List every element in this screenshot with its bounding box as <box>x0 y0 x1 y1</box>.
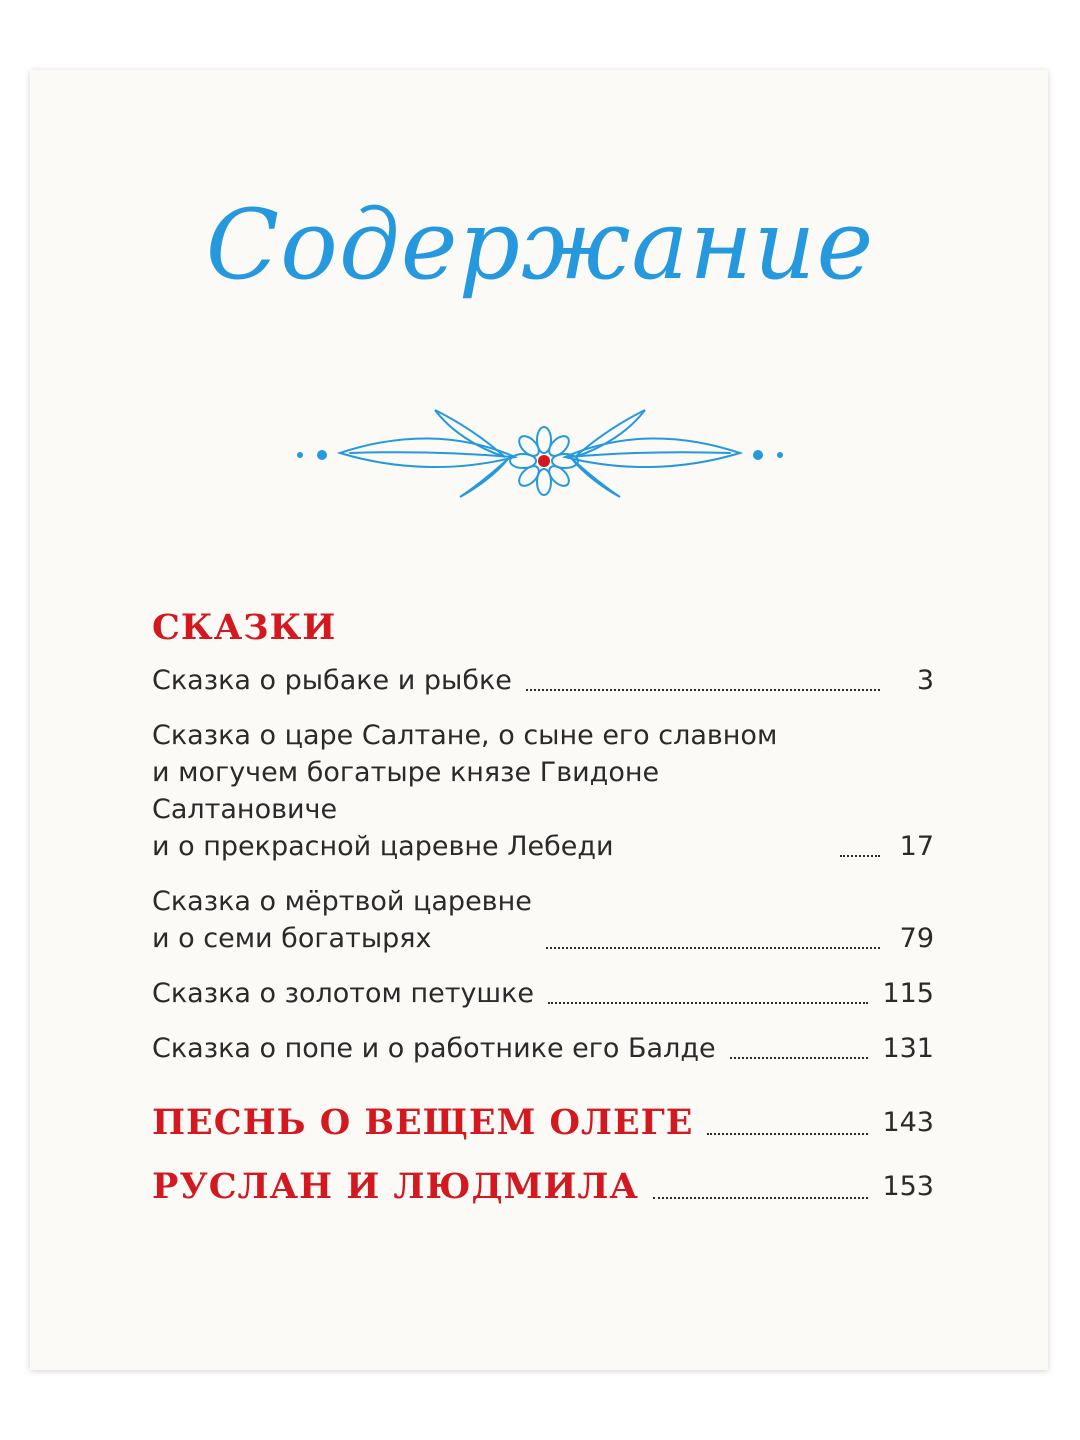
toc-page-number: 143 <box>882 1107 934 1138</box>
toc-entry-title: Сказка о царе Салтане, о сыне его славном и могучем богатыре князе Гвидоне Салтановиче и о прекрасной царевне Лебеди <box>152 720 778 862</box>
dot-leader <box>526 689 880 691</box>
toc-page-number: 79 <box>899 923 934 954</box>
toc-major-entry[interactable] <box>152 1095 934 1151</box>
toc-page-number: 153 <box>882 1171 934 1202</box>
dot-leader <box>653 1197 869 1199</box>
toc-entry[interactable] <box>152 975 934 1012</box>
toc-entry[interactable] <box>152 717 934 865</box>
toc-major-entry[interactable] <box>152 1159 934 1215</box>
dot-leader <box>730 1057 869 1059</box>
toc-page-number: 3 <box>916 665 934 696</box>
toc-entry-title: Сказка о золотом петушке <box>152 978 535 1009</box>
page-title: Содержание <box>205 189 875 301</box>
toc-entry[interactable] <box>152 883 934 957</box>
toc-entry-title: Сказка о попе и о работнике его Балде <box>152 1033 716 1064</box>
floral-ornament-icon <box>290 405 790 505</box>
dot-leader <box>840 855 880 857</box>
toc-page-number: 131 <box>882 1033 934 1064</box>
section-heading: СКАЗКИ <box>152 607 337 648</box>
toc-entry-title: Сказка о мёртвой царевне и о семи богатырях <box>152 886 532 954</box>
toc-major-title: РУСЛАН И ЛЮДМИЛА <box>152 1166 639 1207</box>
dot-leader <box>707 1133 868 1135</box>
table-of-contents <box>152 600 934 1215</box>
toc-page-number: 115 <box>882 978 934 1009</box>
toc-major-title: ПЕСНЬ О ВЕЩЕМ ОЛЕГЕ <box>152 1102 694 1143</box>
toc-entry[interactable] <box>152 662 934 699</box>
dot-leader <box>548 1002 868 1004</box>
toc-entry-title: Сказка о рыбаке и рыбке <box>152 665 512 696</box>
dot-leader <box>546 947 880 949</box>
toc-page-number: 17 <box>899 831 934 862</box>
toc-entry[interactable] <box>152 1030 934 1067</box>
